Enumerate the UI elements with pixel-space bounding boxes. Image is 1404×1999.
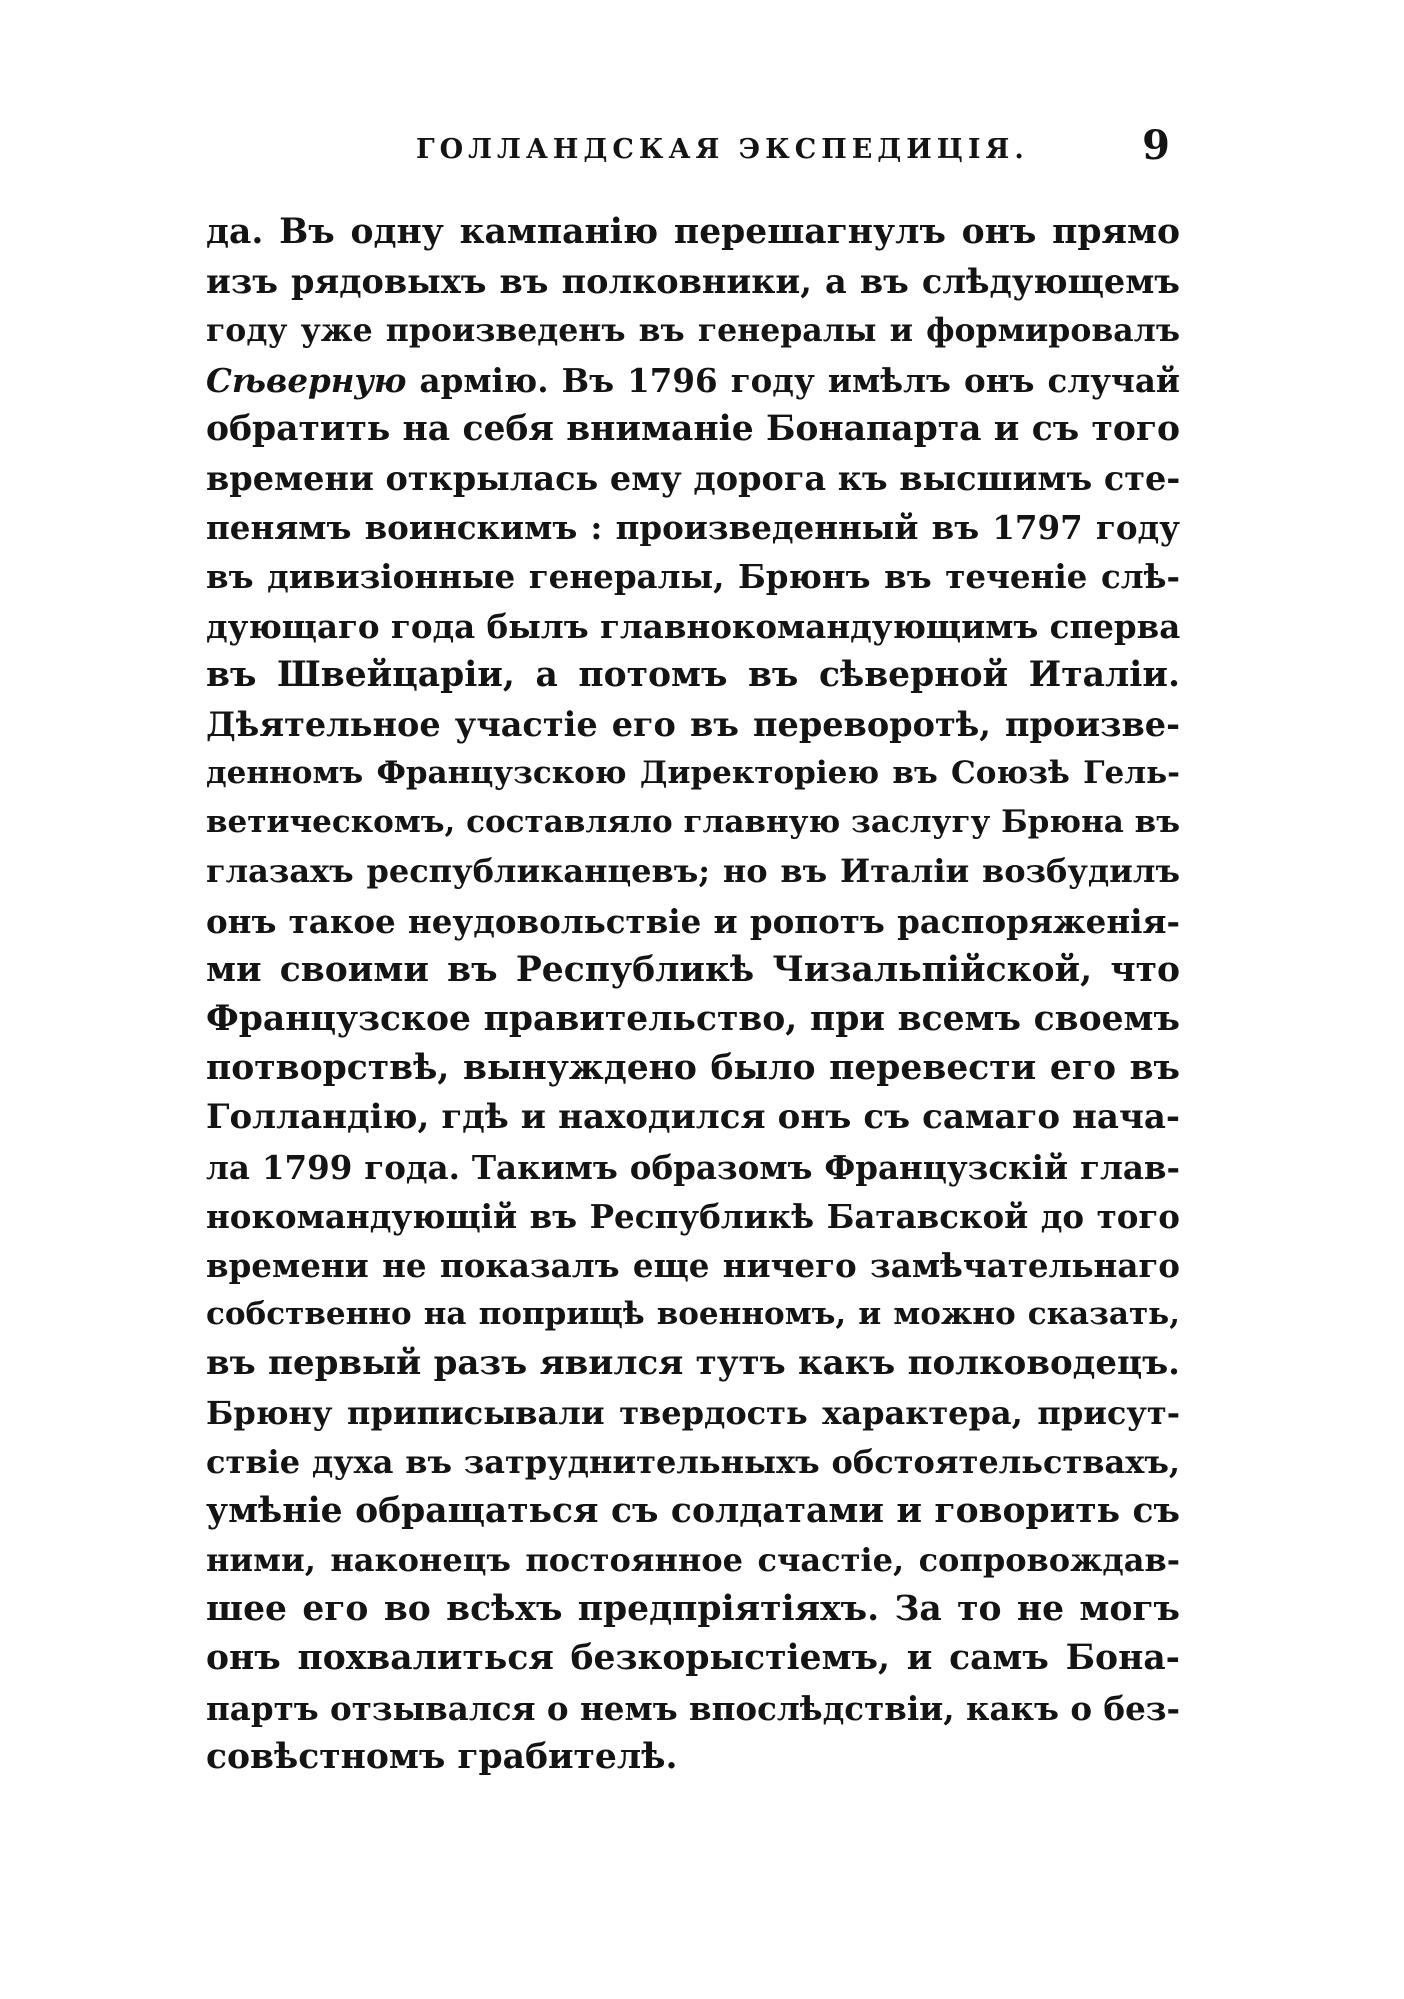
- text-line: обратить на себя вниманіе Бонапарта и съ того: [206, 408, 1180, 449]
- running-head: [206, 122, 1180, 178]
- text-line: Дѣятельное участіе его въ переворотѣ, произве-: [206, 704, 1180, 744]
- text-line: въ Швейцаріи, а потомъ въ сѣверной Италіи.: [206, 654, 1180, 695]
- text-line: умѣніе обращаться съ солдатами и говорить съ: [206, 1490, 1180, 1531]
- text-line: глазахъ республиканцевъ; но въ Италіи возбудилъ: [206, 852, 1180, 891]
- text-line: Брюну приписывали твердость характера, присут-: [206, 1393, 1180, 1432]
- italic-word: Сѣверную: [206, 360, 407, 400]
- text-line: денномъ Французскою Директоріею въ Союзѣ Гель-: [206, 755, 1180, 792]
- text-line: ми своими въ Республикѣ Чизальпійской, что: [206, 949, 1180, 990]
- running-title: ГОЛЛАНДСКАЯ ЭКСПЕДИЦІЯ.: [416, 134, 1029, 165]
- text-line: въ дивизіонные генералы, Брюнъ въ теченіе слѣ-: [206, 557, 1180, 597]
- text-line: потворствѣ, вынуждено было перевести его въ: [206, 1048, 1180, 1089]
- text-line: онъ похвалиться безкорыстіемъ, и самъ Бона-: [206, 1638, 1180, 1679]
- text-line: дующаго года былъ главнокомандующимъ сперва: [206, 606, 1180, 646]
- text-line: шее его во всѣхъ предпріятіяхъ. За то не могъ: [206, 1589, 1180, 1630]
- text-line: году уже произведенъ въ генералы и формировалъ: [206, 312, 1180, 350]
- text-line: времени открылась ему дорога къ высшимъ сте-: [206, 458, 1180, 498]
- page-number: 9: [1142, 122, 1170, 169]
- line-remainder: армію. Въ 1796 году имѣлъ онъ случай: [406, 360, 1180, 400]
- text-line: Голландію, гдѣ и находился онъ съ самаго нача-: [206, 1097, 1180, 1138]
- text-line: въ первый разъ явился тутъ какъ полководецъ.: [206, 1343, 1180, 1384]
- text-line: пенямъ воинскимъ : произведенный въ 1797 году: [206, 508, 1180, 548]
- text-line: изъ рядовыхъ въ полковники, а въ слѣдующемъ: [206, 262, 1180, 302]
- text-line: партъ отзывался о немъ впослѣдствіи, какъ о без-: [206, 1688, 1180, 1728]
- text-line: ствіе духа въ затруднительныхъ обстоятельствахъ,: [206, 1442, 1180, 1481]
- text-line: ветическомъ, составляло главную заслугу Брюна въ: [206, 804, 1180, 841]
- body-text: [206, 208, 1180, 1782]
- text-line: ла 1799 года. Такимъ образомъ Французскій глав-: [206, 1147, 1180, 1187]
- text-line: совѣстномъ грабителѣ.: [206, 1736, 678, 1777]
- text-line: собственно на поприщѣ военномъ, и можно сказать,: [206, 1296, 1180, 1333]
- text-line: да. Въ одну кампанію перешагнулъ онъ прямо: [206, 212, 1180, 252]
- text-line: Французское правительство, при всемъ своемъ: [206, 999, 1180, 1039]
- text-line: [206, 356, 1180, 405]
- text-line: нокомандующій въ Республикѣ Батавской до того: [206, 1196, 1180, 1236]
- text-line: онъ такое неудовольствіе и ропотъ распоряженія-: [206, 901, 1180, 941]
- text-line: ними, наконецъ постоянное счастіе, сопровождав-: [206, 1541, 1180, 1580]
- text-line: времени не показалъ еще ничего замѣчательнаго: [206, 1245, 1180, 1285]
